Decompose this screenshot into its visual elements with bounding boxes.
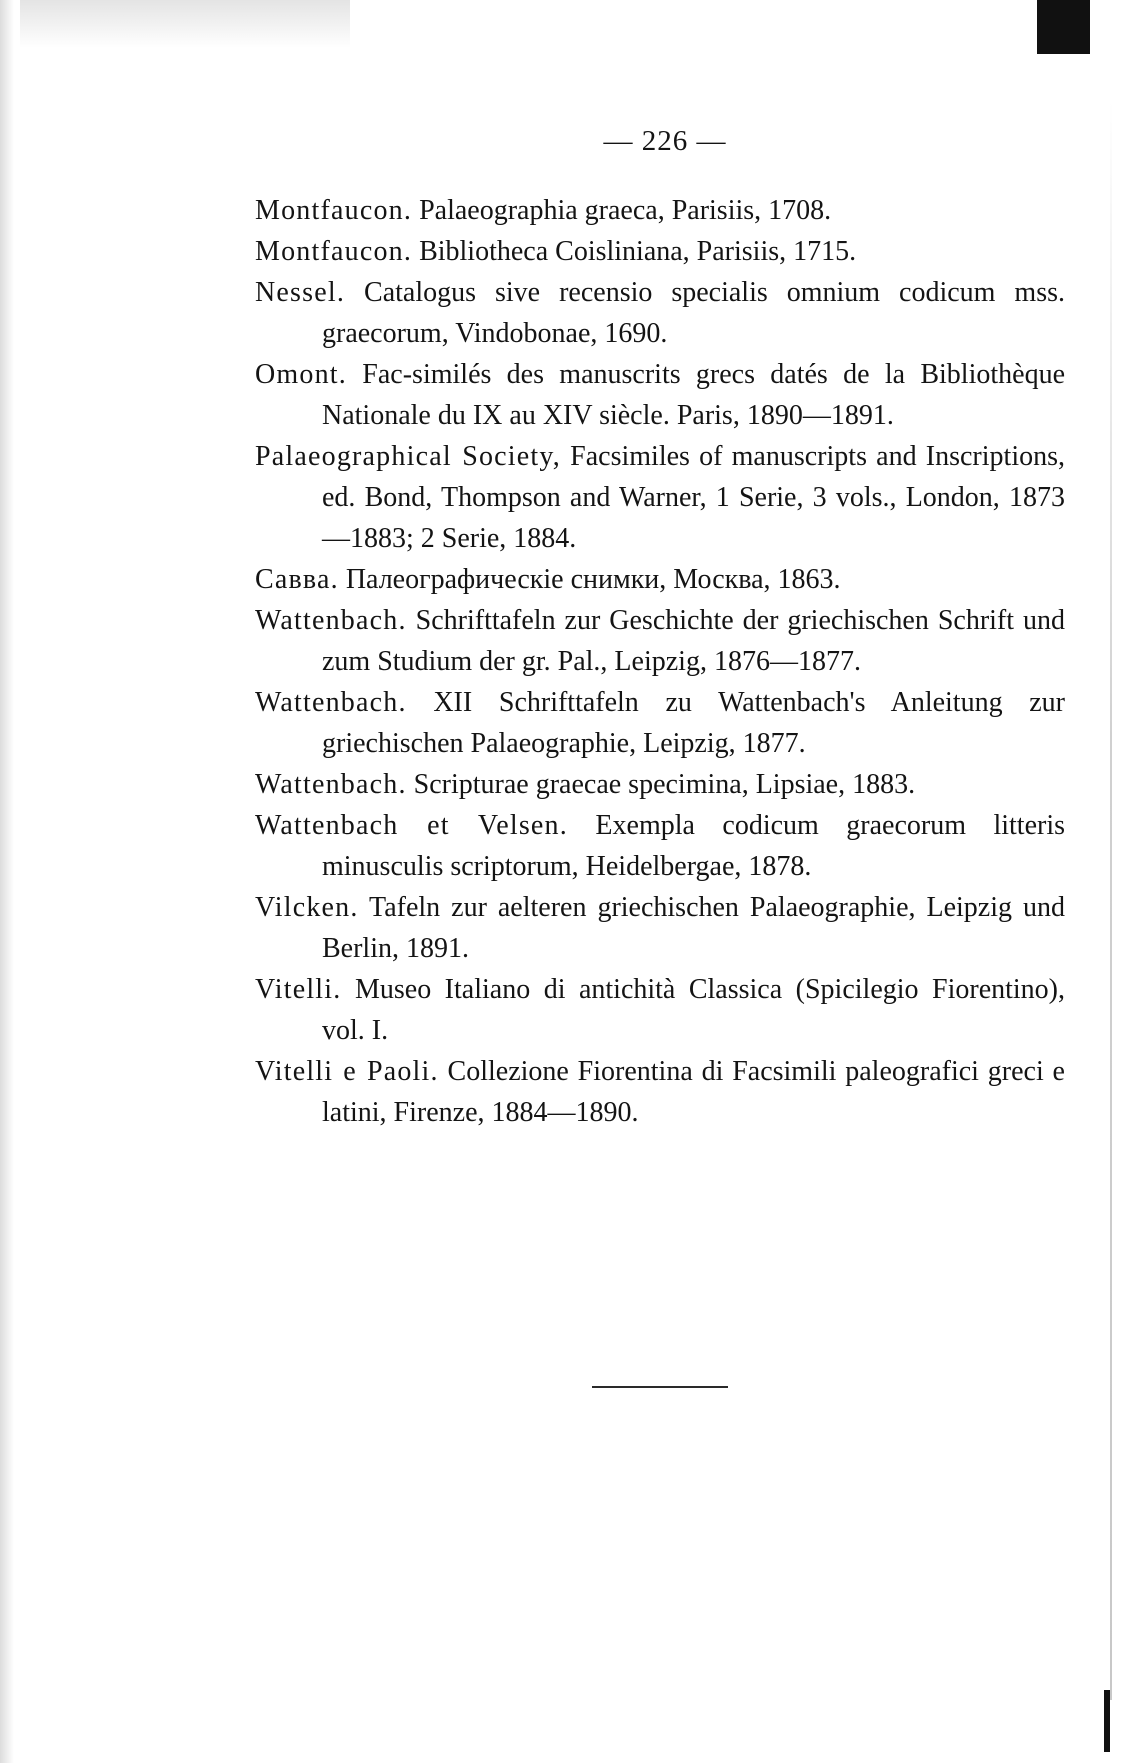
bibliography-entry [255,805,1065,887]
entry-author: Wattenbach. [255,687,407,718]
bibliography-entry [255,764,1065,805]
scan-edge-right [1110,100,1112,1700]
bibliography-entry [255,887,1065,969]
bibliography-entry [255,1051,1065,1133]
scan-corner-mark [1037,0,1090,54]
bibliography-entry [255,190,1065,231]
entry-author: Wattenbach et Velsen. [255,810,568,841]
closing-rule [592,1386,728,1388]
bibliography-entry [255,682,1065,764]
bibliography-entry [255,272,1065,354]
bibliography-entry [255,600,1065,682]
page-number: — 226 — [603,125,727,157]
entry-author: Wattenbach. [255,769,407,800]
bibliography-list [255,190,1065,1133]
entry-text: Schrifttafeln zur Geschichte der griechischen Schrift und zum Studium der gr. Pal., Leipzig, 1876—1877. [322,605,1065,677]
entry-text: Museo Italiano di antichità Classica (Spicilegio Fiorentino), vol. I. [322,974,1065,1046]
entry-author: Nessel. [255,277,346,308]
entry-text: Bibliotheca Coisliniana, Parisiis, 1715. [419,236,857,267]
entry-text: Palaeographia graeca, Parisiis, 1708. [419,195,832,226]
bibliography-entry [255,969,1065,1051]
bibliography-entry [255,436,1065,559]
entry-author: Wattenbach. [255,605,407,636]
entry-author: Montfaucon. [255,195,413,226]
scan-edge-left [0,0,14,1763]
entry-text: XII Schrifttafeln zu Wattenbach's Anleitung zur griechischen Palaeographie, Leipzig, 1877. [322,687,1066,759]
entry-author: Omont. [255,359,347,390]
entry-text: Collezione Fiorentina di Facsimili paleografici greci e latini, Firenze, 1884—1890. [322,1056,1065,1128]
entry-author: Савва. [255,564,339,595]
entry-text: Fac-similés des manuscrits grecs datés de la Bibliothèque Nationale du IX au XIV siècle. Paris, 1890—1891. [322,359,1066,431]
entry-author: Montfaucon. [255,236,413,267]
bibliography-entry [255,231,1065,272]
entry-text: Catalogus sive recensio specialis omnium codicum mss. graecorum, Vindobonae, 1690. [322,277,1065,349]
entry-author: Vitelli. [255,974,342,1005]
entry-text: Tafeln zur aelteren griechischen Palaeographie, Leipzig und Berlin, 1891. [322,892,1065,964]
entry-text: Facsimiles of manuscripts and Inscriptions, ed. Bond, Thompson and Warner, 1 Serie, 3 vols., London, 1873—1883; 2 Serie, 1884. [322,441,1065,554]
entry-text: Палеографическіе снимки, Москва, 1863. [345,564,841,595]
entry-text: Exempla codicum graecorum litteris minusculis scriptorum, Heidelbergae, 1878. [322,810,1065,882]
bibliography-entry [255,354,1065,436]
entry-author: Vitelli e Paoli. [255,1056,439,1087]
entry-author: Palaeographical Society, [255,441,561,472]
entry-text: Scripturae graecae specimina, Lipsiae, 1883. [413,769,916,800]
bibliography-entry [255,559,1065,600]
scan-bottom-mark [1104,1690,1110,1752]
scan-shadow-top [20,0,350,48]
entry-author: Vilcken. [255,892,359,923]
